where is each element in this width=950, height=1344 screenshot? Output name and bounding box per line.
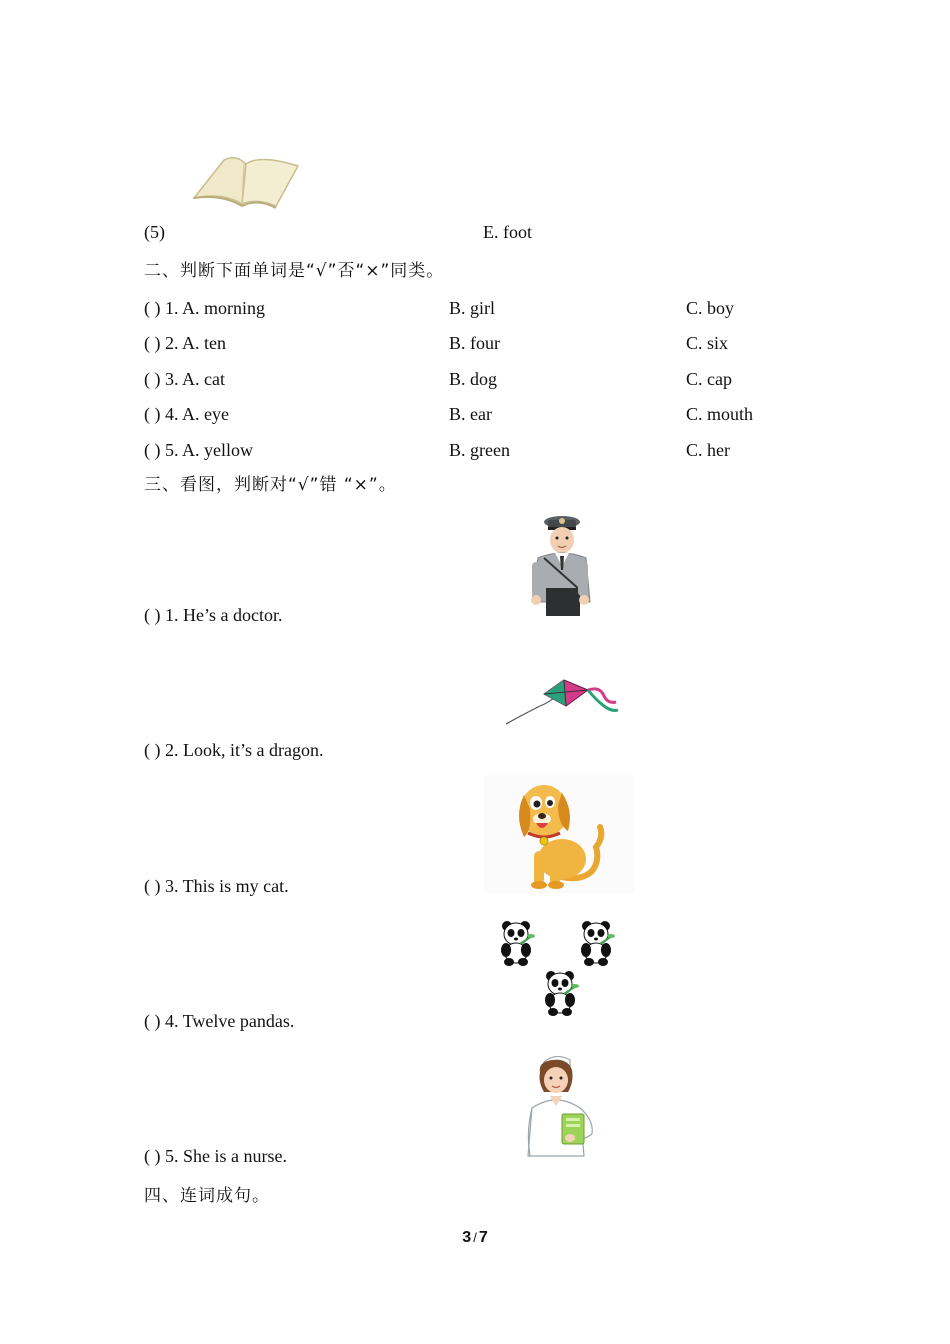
option-e-foot: E. foot — [483, 222, 532, 242]
item-5-number: (5) — [144, 222, 165, 242]
question-2-3-option-b: B. dog — [449, 369, 498, 389]
question-2-2-option-b: B. four — [449, 333, 500, 353]
book-picture — [190, 152, 302, 210]
section-3-heading: 三、看图，判断对“√”错 “×”。 — [144, 475, 397, 495]
kite-picture — [504, 676, 622, 728]
question-2-2-option-c: C. six — [686, 333, 729, 353]
page-number — [0, 1229, 950, 1247]
section-4-heading: 四、连词成句。 — [144, 1186, 270, 1206]
question-3-3: ( ) 3. This is my cat. — [144, 876, 289, 896]
question-2-1-option-a: ( ) 1. A. morning — [144, 298, 265, 318]
current-page: 3 — [462, 1229, 472, 1246]
question-2-5-option-a: ( ) 5. A. yellow — [144, 440, 253, 460]
question-2-1-option-b: B. girl — [449, 298, 496, 318]
question-2-3-option-c: C. cap — [686, 369, 732, 389]
page-separator: / — [473, 1230, 477, 1245]
question-3-1: ( ) 1. He’s a doctor. — [144, 605, 283, 625]
question-2-1-option-c: C. boy — [686, 298, 735, 318]
question-3-2: ( ) 2. Look, it’s a dragon. — [144, 740, 324, 760]
question-2-4-option-c: C. mouth — [686, 404, 754, 424]
question-2-5-option-c: C. her — [686, 440, 730, 460]
police-officer-picture — [524, 510, 594, 618]
question-3-4: ( ) 4. Twelve pandas. — [144, 1011, 295, 1031]
question-2-5-option-b: B. green — [449, 440, 510, 460]
question-2-4-option-b: B. ear — [449, 404, 492, 424]
dog-picture — [484, 775, 634, 893]
total-pages: 7 — [478, 1229, 488, 1246]
question-2-2-option-a: ( ) 2. A. ten — [144, 333, 226, 353]
question-3-5: ( ) 5. She is a nurse. — [144, 1146, 287, 1166]
question-2-4-option-a: ( ) 4. A. eye — [144, 404, 229, 424]
three-pandas-picture — [496, 918, 620, 1016]
section-2-heading: 二、判断下面单词是“√”否“×”同类。 — [144, 261, 445, 281]
question-2-3-option-a: ( ) 3. A. cat — [144, 369, 225, 389]
nurse-picture — [522, 1052, 600, 1160]
